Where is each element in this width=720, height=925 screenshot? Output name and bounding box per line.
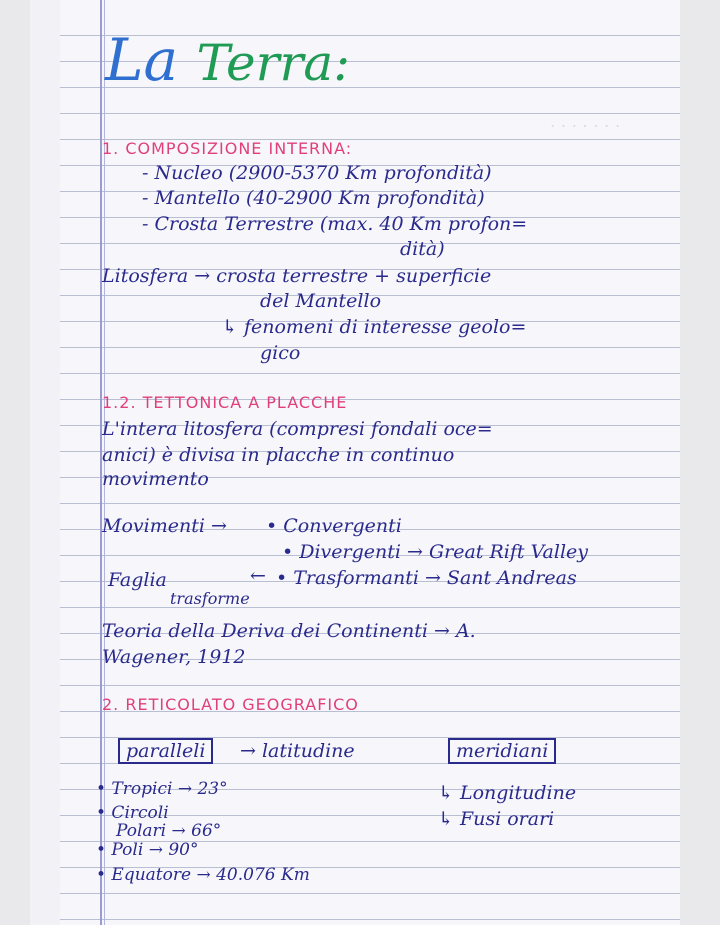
trasforme-label: trasforme <box>170 589 250 608</box>
faglia-label: Faglia <box>108 569 167 591</box>
fusi-orari-label: ↳ Fusi orari <box>438 808 555 830</box>
meridiani-box: meridiani <box>448 738 556 764</box>
title-part-1: La <box>105 26 179 94</box>
circoli-item-cont: Polari → 66° <box>116 821 222 841</box>
longitudine-label: ↳ Longitudine <box>438 782 577 804</box>
crosta-line: - Crosta Terrestre (max. 40 Km profon= <box>142 213 528 235</box>
latitudine-label: → latitudine <box>240 740 355 762</box>
trasformanti-item: • Trasformanti → Sant Andreas <box>276 567 577 589</box>
teoria-line: Teoria della Deriva dei Continenti → A. <box>102 620 476 642</box>
section-2-heading: 2. RETICOLATO GEOGRAFICO <box>102 695 359 714</box>
fenomeni-line: ↳ fenomeni di interesse geolo= <box>222 316 527 338</box>
nucleo-line: - Nucleo (2900-5370 Km profondità) <box>142 162 492 184</box>
tettonica-paragraph-1: L'intera litosfera (compresi fondali oce= <box>102 418 493 440</box>
litosfera-line-cont: del Mantello <box>260 290 382 312</box>
section-1-heading: 1. COMPOSIZIONE INTERNA: <box>102 139 353 158</box>
title-part-2: Terra: <box>196 34 351 92</box>
tropici-item: • Tropici → 23° <box>96 779 228 799</box>
notebook-page <box>30 0 680 925</box>
left-arrow: ← <box>250 565 266 587</box>
crosta-line-cont: dità) <box>400 238 445 260</box>
page-title <box>105 28 350 95</box>
tettonica-paragraph-3: movimento <box>102 468 209 490</box>
convergenti-item: • Convergenti <box>266 515 402 537</box>
paralleli-box: paralleli <box>118 738 213 764</box>
movimenti-label: Movimenti → <box>102 515 227 537</box>
tettonica-paragraph-2: anici) è divisa in placche in continuo <box>102 444 455 466</box>
bleed-through-text: . . . . . . . <box>550 112 621 132</box>
equatore-item: • Equatore → 40.076 Km <box>96 865 310 885</box>
divergenti-item: • Divergenti → Great Rift Valley <box>282 541 589 563</box>
poli-item: • Poli → 90° <box>96 840 199 860</box>
mantello-line: - Mantello (40-2900 Km profondità) <box>142 187 485 209</box>
circoli-item: • Circoli <box>96 803 169 823</box>
teoria-line-cont: Wagener, 1912 <box>102 646 246 668</box>
fenomeni-line-cont: gico <box>260 342 301 364</box>
section-1-2-heading: 1.2. TETTONICA A PLACCHE <box>102 393 348 412</box>
litosfera-line: Litosfera → crosta terrestre + superficie <box>102 265 492 287</box>
